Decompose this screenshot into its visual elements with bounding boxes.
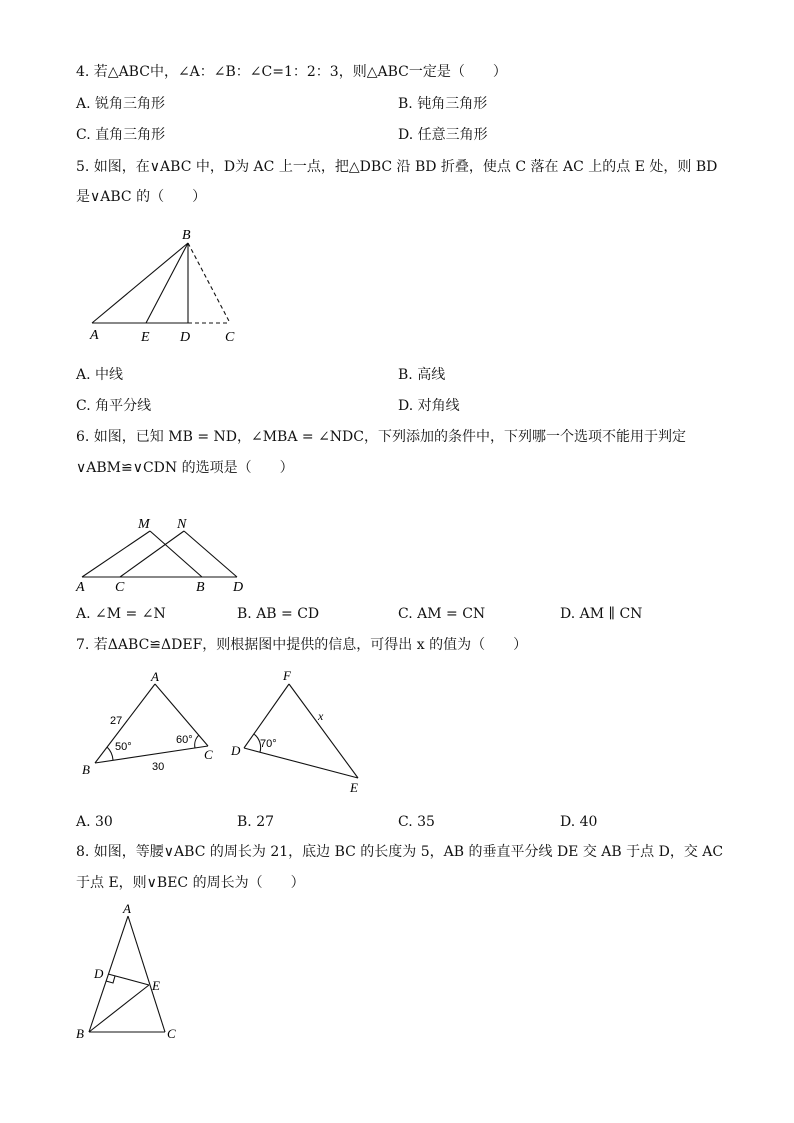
q8-stem-line2: 于点 E，则∨BEC 的周长为（ ） (76, 875, 305, 891)
q4-option-d[interactable]: D. 任意三角形 (398, 127, 488, 143)
q5-label-b: B (182, 228, 191, 243)
q4-option-a[interactable]: A. 锐角三角形 (76, 96, 166, 112)
q8-label-d: D (94, 966, 104, 981)
q7-label-d: D (231, 743, 241, 758)
q6-label-m: M (138, 517, 150, 532)
q7-label-f: F (283, 668, 291, 683)
q7-seg-de (244, 748, 358, 778)
q4-option-b[interactable]: B. 钝角三角形 (398, 96, 488, 112)
q7-side-x: x (318, 709, 324, 723)
q7-option-d[interactable]: D. 40 (560, 814, 598, 830)
q8-stem-line1: 8. 如图，等腰∨ABC 的周长为 21，底边 BC 的长度为 5，AB 的垂直平分线 DE 交 AB 于点 D，交 AC (76, 844, 724, 860)
q4-option-c[interactable]: C. 直角三角形 (76, 127, 166, 143)
q8-label-b: B (76, 1026, 84, 1041)
q7-label-b: B (82, 762, 90, 777)
q6-option-c[interactable]: C. AM = CN (398, 606, 486, 622)
q8-label-e: E (152, 978, 160, 993)
q6-label-n: N (177, 517, 187, 532)
q5-label-d: D (180, 330, 191, 345)
q5-seg-ab (92, 243, 188, 323)
q7-option-c[interactable]: C. 35 (398, 814, 435, 830)
q6-seg-am (82, 531, 150, 577)
q7-side-ab: 27 (110, 715, 123, 727)
q8-seg-be (89, 985, 149, 1032)
q5-option-c[interactable]: C. 角平分线 (76, 398, 152, 414)
q7-stem: 7. 若ΔABC≌ΔDEF，则根据图中提供的信息，可得出 x 的值为（ ） (76, 637, 528, 653)
q5-label-a: A (90, 328, 99, 343)
q7-seg-fe (289, 684, 358, 778)
q6-figure (72, 513, 272, 598)
q7-label-c: C (204, 747, 213, 762)
q6-label-d: D (233, 580, 244, 595)
q7-arc-c (195, 735, 199, 748)
q7-option-a[interactable]: A. 30 (76, 814, 113, 830)
q6-label-b: B (196, 580, 205, 595)
q6-option-d[interactable]: D. AM ∥ CN (560, 606, 643, 622)
q5-option-b[interactable]: B. 高线 (398, 367, 446, 383)
q8-label-a: A (123, 902, 131, 916)
q6-label-a: A (76, 580, 85, 595)
q7-angle-d: 70° (260, 738, 277, 750)
q5-seg-bc-dashed (188, 243, 230, 323)
q6-option-a[interactable]: A. ∠M = ∠N (76, 606, 166, 622)
q8-seg-ac (128, 916, 165, 1032)
q5-label-c: C (225, 330, 235, 345)
q6-option-b[interactable]: B. AB = CD (237, 606, 320, 622)
q7-angle-c: 60° (176, 734, 193, 746)
q5-label-e: E (141, 330, 150, 345)
q5-stem-line2: 是∨ABC 的（ ） (76, 189, 207, 205)
q7-side-bc: 30 (152, 761, 165, 773)
q6-stem-line1: 6. 如图，已知 MB = ND，∠MBA = ∠NDC，下列添加的条件中，下列哪一个选项不能用于判定 (76, 429, 686, 445)
q6-seg-cn (120, 531, 184, 577)
q4-stem: 4. 若△ABC中，∠A：∠B：∠C=1：2：3，则△ABC一定是（ ） (76, 64, 507, 80)
q5-option-d[interactable]: D. 对角线 (398, 398, 460, 414)
q7-label-a: A (151, 669, 159, 684)
q6-seg-mb (150, 531, 202, 577)
q7-figure (78, 668, 378, 798)
q7-arc-b (107, 747, 113, 760)
q5-option-a[interactable]: A. 中线 (76, 367, 124, 383)
q6-stem-line2: ∨ABM≌∨CDN 的选项是（ ） (76, 460, 294, 476)
q5-seg-be (146, 243, 188, 323)
q5-stem-line1: 5. 如图，在∨ABC 中，D为 AC 上一点，把△DBC 沿 BD 折叠，使点 C 落在 AC 上的点 E 处，则 BD (76, 159, 718, 175)
q7-angle-b: 50° (115, 741, 132, 753)
q8-label-c: C (167, 1026, 176, 1041)
q7-option-b[interactable]: B. 27 (237, 814, 275, 830)
q7-label-e: E (350, 780, 358, 795)
q8-figure (72, 902, 192, 1042)
q6-label-c: C (115, 580, 125, 595)
q5-figure (80, 225, 260, 350)
q6-seg-nd (184, 531, 237, 577)
